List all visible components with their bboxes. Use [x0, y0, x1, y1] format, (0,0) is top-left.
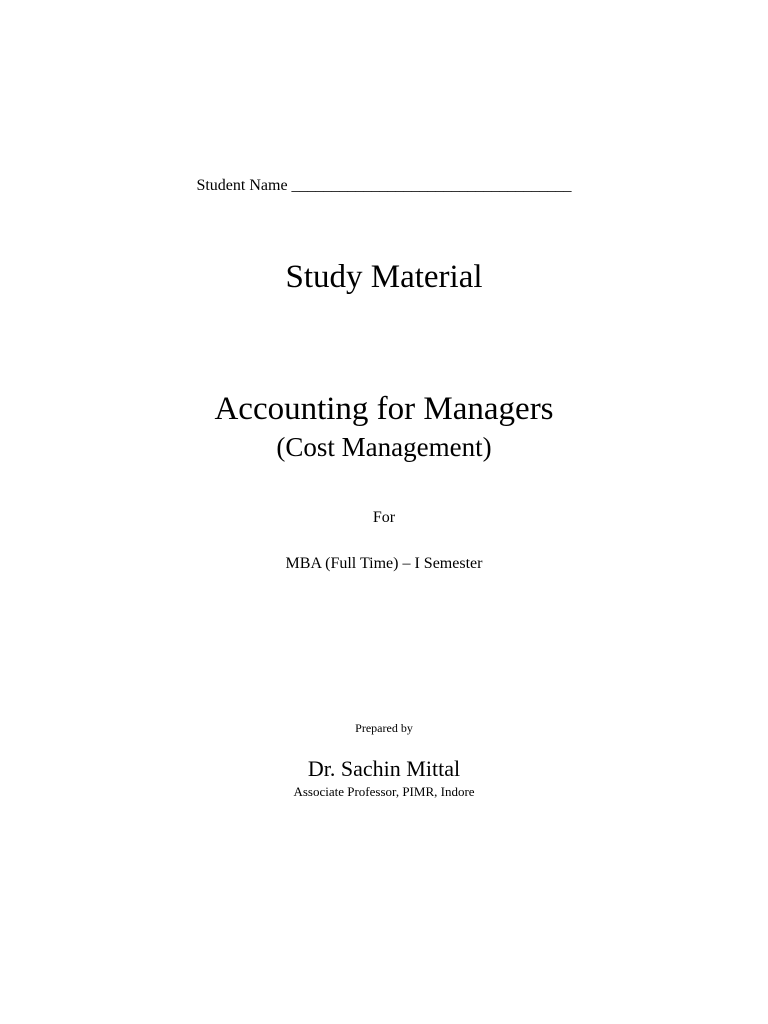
course-subtitle: (Cost Management) [276, 432, 492, 462]
student-name-label: Student Name [196, 177, 288, 194]
course-title: Accounting for Managers [214, 391, 554, 427]
page-heading: Study Material [285, 259, 483, 295]
student-name-line [0, 174, 768, 198]
author-title: Associate Professor, PIMR, Indore [293, 784, 475, 799]
student-name-blank: ___________________________________ [291, 177, 572, 194]
for-label: For [372, 509, 396, 526]
prepared-by-label: Prepared by [355, 721, 413, 735]
program-line: MBA (Full Time) – I Semester [285, 555, 483, 572]
author-name: Dr. Sachin Mittal [307, 756, 461, 781]
